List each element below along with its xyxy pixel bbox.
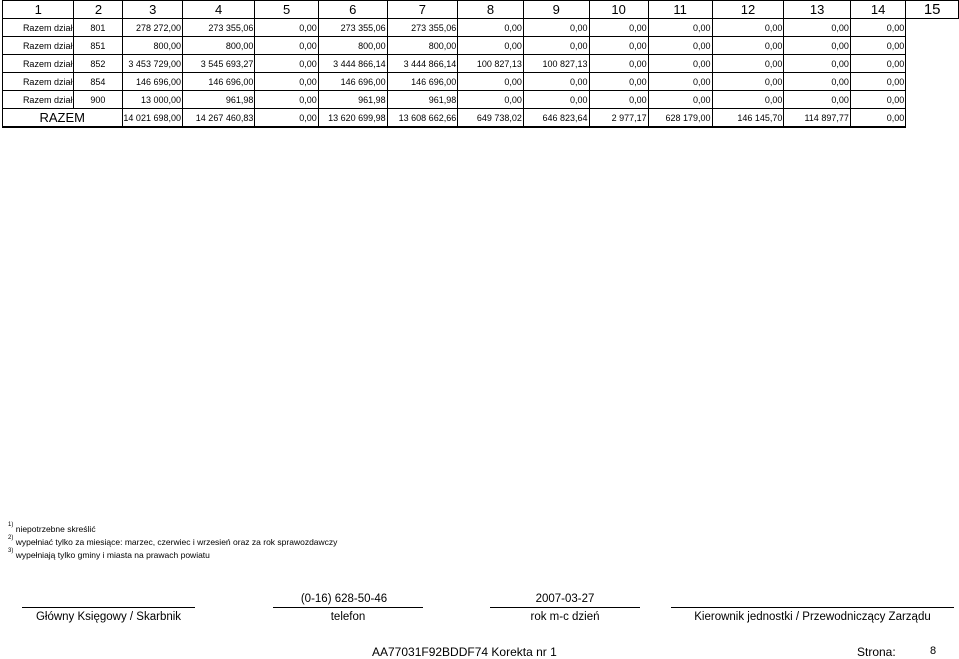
signature-line [490, 607, 640, 608]
table-cell: 0,00 [589, 19, 648, 37]
table-cell: 100 827,13 [523, 55, 589, 73]
table-cell: 278 272,00 [123, 19, 183, 37]
table-cell: 3 453 729,00 [123, 55, 183, 73]
date-label: rok m-c dzień [530, 611, 600, 623]
column-number: 10 [589, 1, 648, 19]
table-cell: 0,00 [255, 91, 318, 109]
table-cell: 146 696,00 [123, 73, 183, 91]
column-number: 2 [74, 1, 123, 19]
table-cell: 146 696,00 [387, 73, 458, 91]
table-cell: 0,00 [712, 19, 784, 37]
table-cell: 0,00 [255, 55, 318, 73]
footnote: $^{2)}$ wypełniać tylko za miesiące: marzec, czerwiec i wrzesień oraz za rok sprawozdawczy [8, 534, 338, 547]
table-cell: 3 444 866,14 [387, 55, 458, 73]
report-table [2, 0, 959, 128]
table-cell: 0,00 [784, 19, 850, 37]
table-cell: 0,00 [712, 91, 784, 109]
column-number: 12 [712, 1, 784, 19]
table-row [3, 91, 959, 109]
table-cell: 961,98 [387, 91, 458, 109]
dzial-code: 851 [74, 37, 123, 55]
head-label: Kierownik jednostki / Przewodniczący Zarządu [694, 611, 931, 623]
table-cell: 0,00 [648, 73, 712, 91]
signature-line [22, 607, 195, 608]
table-cell: 800,00 [182, 37, 254, 55]
table-row [3, 37, 959, 55]
table-cell: 0,00 [458, 19, 524, 37]
table-cell: 14 021 698,00 [123, 109, 183, 128]
footnotes [8, 522, 337, 560]
total-row [3, 109, 959, 128]
table-cell: 649 738,02 [458, 109, 524, 128]
table-cell: 0,00 [712, 37, 784, 55]
row-label: Razem dział [3, 91, 74, 109]
table-cell: 0,00 [712, 55, 784, 73]
table-row [3, 73, 959, 91]
table-cell: 0,00 [850, 19, 905, 37]
table-cell: 2 977,17 [589, 109, 648, 128]
phone-label: telefon [330, 611, 366, 623]
footnote: $^{1)}$ niepotrzebne skreślić [8, 522, 96, 534]
column-number: 5 [255, 1, 318, 19]
table-cell: 961,98 [182, 91, 254, 109]
table-cell: 0,00 [458, 73, 524, 91]
table-cell: 628 179,00 [648, 109, 712, 128]
table-cell: 0,00 [523, 19, 589, 37]
table-row [3, 19, 959, 37]
table-cell: 961,98 [318, 91, 387, 109]
table-cell: 0,00 [255, 73, 318, 91]
table-cell: 273 355,06 [318, 19, 387, 37]
dzial-code: 854 [74, 73, 123, 91]
page-label: Strona: [857, 645, 896, 659]
table-cell: 3 444 866,14 [318, 55, 387, 73]
table-cell: 0,00 [458, 91, 524, 109]
document-code: AA77031F92BDDF74 Korekta nr 1 [372, 645, 557, 659]
table-cell: 646 823,64 [523, 109, 589, 128]
table-cell: 0,00 [784, 55, 850, 73]
table-cell: 0,00 [255, 109, 318, 128]
table-cell: 0,00 [589, 91, 648, 109]
table-cell: 0,00 [850, 73, 905, 91]
column-number: 4 [182, 1, 254, 19]
column-number: 13 [784, 1, 850, 19]
column-number: 7 [387, 1, 458, 19]
footnote: $^{3)}$ wypełniają tylko gminy i miasta na prawach powiatu [8, 547, 210, 560]
table-cell: 0,00 [850, 109, 905, 128]
table-cell: 273 355,06 [387, 19, 458, 37]
table-cell: 0,00 [523, 91, 589, 109]
column-number: 11 [648, 1, 712, 19]
signature-line [671, 607, 954, 608]
page-number: 8 [930, 645, 937, 657]
table-cell: 0,00 [712, 73, 784, 91]
signature-line [273, 607, 423, 608]
table-cell: 800,00 [123, 37, 183, 55]
row-label: Razem dział [3, 55, 74, 73]
table-row [3, 55, 959, 73]
table-cell: 146 145,70 [712, 109, 784, 128]
table-cell: 0,00 [850, 55, 905, 73]
row-label: Razem dział [3, 73, 74, 91]
date-value: 2007-03-27 [535, 593, 595, 605]
table-cell: 0,00 [784, 91, 850, 109]
table-cell: 800,00 [318, 37, 387, 55]
table-cell: 114 897,77 [784, 109, 850, 128]
table-cell: 0,00 [784, 73, 850, 91]
accountant-label: Główny Księgowy / Skarbnik [35, 611, 182, 623]
dzial-code: 900 [74, 91, 123, 109]
row-label: Razem dział [3, 19, 74, 37]
table-cell: 0,00 [523, 73, 589, 91]
column-number: 14 [850, 1, 905, 19]
table-cell: 0,00 [648, 91, 712, 109]
table-cell: 13 608 662,66 [387, 109, 458, 128]
column-number: 15 [906, 1, 959, 19]
row-label: Razem dział [3, 37, 74, 55]
table-cell: 3 545 693,27 [182, 55, 254, 73]
table-cell: 0,00 [850, 37, 905, 55]
table-cell: 0,00 [255, 19, 318, 37]
table-cell: 0,00 [589, 55, 648, 73]
table-cell: 0,00 [850, 91, 905, 109]
table-cell: 14 267 460,83 [182, 109, 254, 128]
table-cell: 0,00 [458, 37, 524, 55]
table-cell: 146 696,00 [182, 73, 254, 91]
table-cell: 0,00 [255, 37, 318, 55]
table-cell: 0,00 [648, 55, 712, 73]
column-number: 3 [123, 1, 183, 19]
table-cell: 13 620 699,98 [318, 109, 387, 128]
table-cell: 0,00 [523, 37, 589, 55]
table-cell: 273 355,06 [182, 19, 254, 37]
table-cell: 0,00 [589, 73, 648, 91]
table-cell: 800,00 [387, 37, 458, 55]
table-cell: 0,00 [589, 37, 648, 55]
table-cell: 100 827,13 [458, 55, 524, 73]
column-number: 1 [3, 1, 74, 19]
column-number: 6 [318, 1, 387, 19]
phone-value: (0-16) 628-50-46 [300, 593, 388, 605]
table-cell: 146 696,00 [318, 73, 387, 91]
table-cell: 0,00 [648, 37, 712, 55]
table-cell: 0,00 [784, 37, 850, 55]
table-cell: 13 000,00 [123, 91, 183, 109]
total-label: RAZEM [3, 109, 123, 128]
column-number: 9 [523, 1, 589, 19]
dzial-code: 852 [74, 55, 123, 73]
table-cell: 0,00 [648, 19, 712, 37]
column-number: 8 [458, 1, 524, 19]
column-number-row [3, 1, 959, 19]
dzial-code: 801 [74, 19, 123, 37]
